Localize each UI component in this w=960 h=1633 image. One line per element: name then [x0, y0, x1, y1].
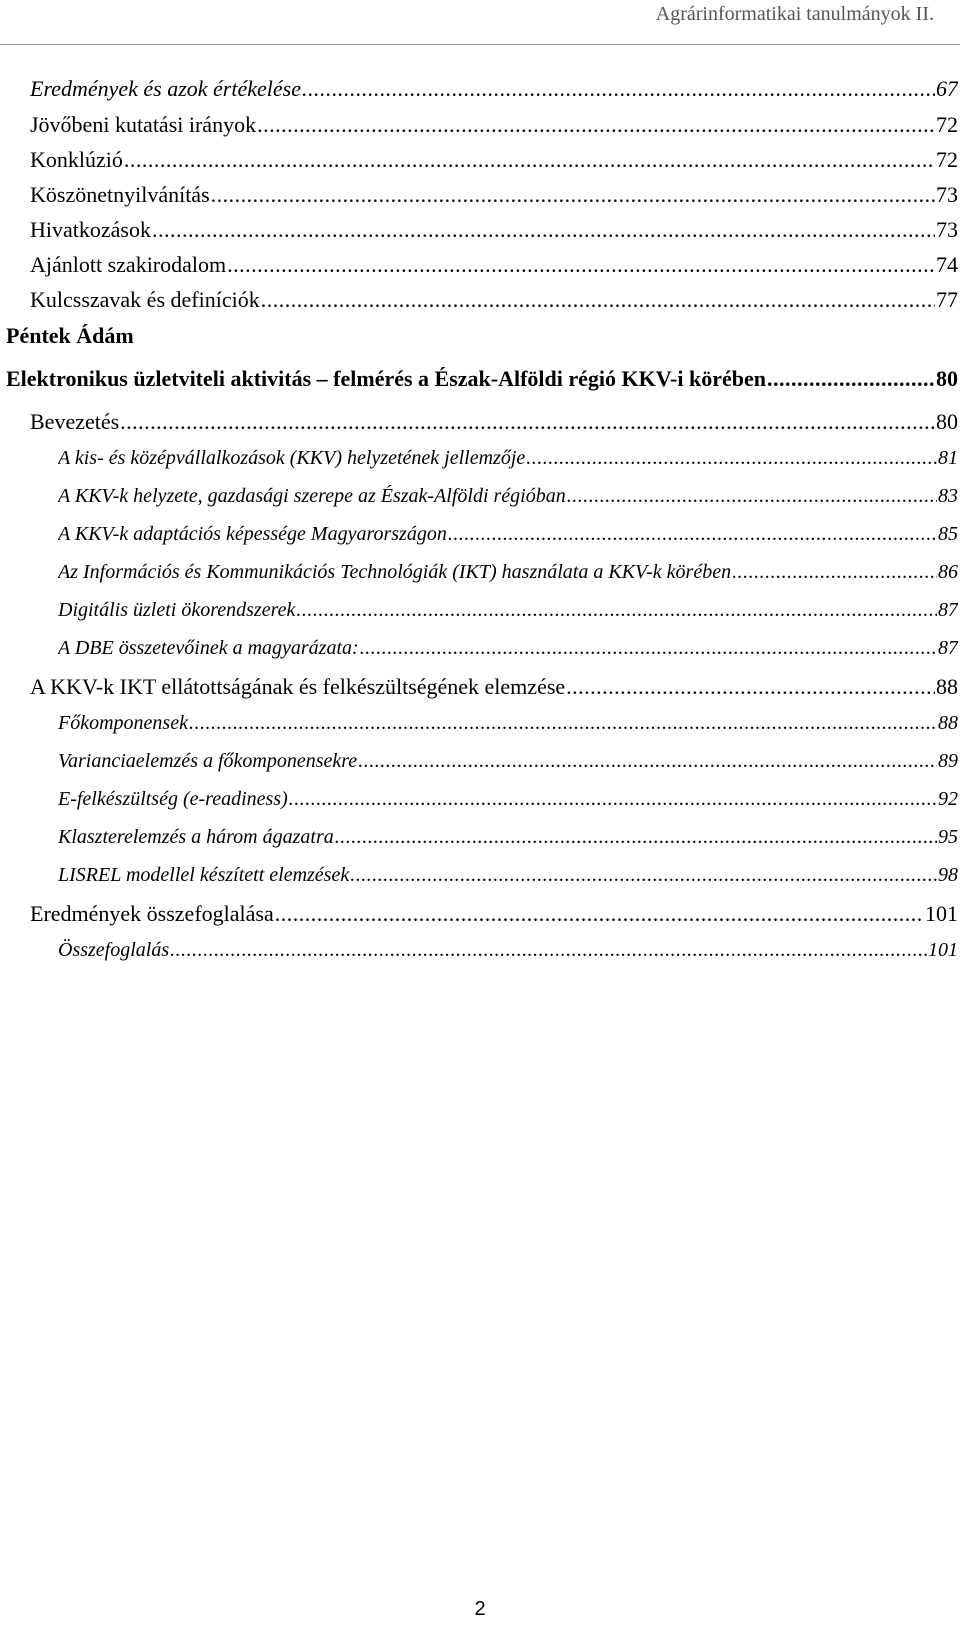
toc-entry-label: Eredmények összefoglalása	[30, 901, 274, 926]
page-number: 2	[474, 1598, 486, 1620]
toc-entry-page: 98	[938, 864, 958, 886]
toc-entry-label: Jövőbeni kutatási irányok	[30, 112, 257, 137]
toc-entry-page: 80	[936, 366, 958, 391]
toc-entry-page: 81	[938, 447, 958, 469]
toc-entry-jovobeni-kutatasi-iranyok[interactable]	[30, 112, 958, 138]
toc-entry-page: 101	[928, 939, 958, 961]
toc-entry-label: Elektronikus üzletviteli aktivitás – felmérés a Észak-Alföldi régió KKV-i körében	[6, 366, 766, 391]
toc-entry-label: E-felkészültség (e-readiness)	[58, 788, 288, 810]
dot-leader	[124, 147, 935, 173]
toc-entry-elektronikus-uzletviteli-aktivitas[interactable]	[6, 366, 958, 392]
running-title: Agrárinformatikai tanulmányok II.	[655, 3, 934, 25]
dot-leader	[732, 561, 937, 584]
toc-entry-osszefoglalas[interactable]	[58, 939, 958, 962]
toc-entry-page: 67	[936, 76, 958, 101]
toc-entry-label: Ajánlott szakirodalom	[30, 252, 227, 277]
dot-leader	[211, 182, 935, 208]
toc-entry-label: Az Információs és Kommunikációs Technológiák (IKT) használata a KKV-k körében	[58, 561, 732, 583]
toc-entry-label: A KKV-k helyzete, gazdasági szerepe az Észak-Alföldi régióban	[58, 485, 566, 507]
toc-entry-label: A KKV-k adaptációs képessége Magyarországon	[58, 523, 447, 545]
toc-entry-label: Köszönetnyilvánítás	[30, 182, 210, 207]
toc-entry-bevezetes[interactable]	[30, 409, 958, 435]
toc-entry-label: Bevezetés	[30, 409, 120, 434]
toc-entry-dbe-osszetevoi[interactable]	[58, 637, 958, 660]
toc-entry-page: 73	[936, 217, 958, 242]
dot-leader	[526, 447, 937, 470]
toc-entry-page: 87	[938, 637, 958, 659]
toc-entry-ikt-ellatottsag-elemzese[interactable]	[30, 674, 958, 700]
dot-leader	[152, 217, 935, 243]
toc-entry-page: 95	[938, 826, 958, 848]
dot-leader	[296, 599, 937, 622]
toc-entry-page: 73	[936, 182, 958, 207]
toc-entry-page: 88	[938, 712, 958, 734]
toc-entry-label: Péntek Ádám	[6, 323, 134, 348]
toc-entry-label: A KKV-k IKT ellátottságának és felkészültségének elemzése	[30, 674, 566, 699]
toc-entry-page: 77	[936, 287, 958, 312]
toc-entry-page: 86	[938, 561, 958, 583]
toc-entry-label: Klaszterelemzés a három ágazatra	[58, 826, 334, 848]
toc-entry-konkluzio[interactable]	[30, 147, 958, 173]
toc-entry-kkv-gazdasagi-szerepe[interactable]	[58, 485, 958, 508]
dot-leader	[350, 864, 937, 887]
toc-entry-label: Összefoglalás	[58, 939, 170, 961]
toc-entry-label: Varianciaelemzés a főkomponensekre	[58, 750, 358, 772]
toc-entry-label: Konklúzió	[30, 147, 123, 172]
toc-entry-fokomponensek[interactable]	[58, 712, 958, 735]
toc-entry-label: LISREL modellel készített elemzések	[58, 864, 350, 886]
toc-entry-page: 74	[936, 252, 958, 277]
toc-entry-page: 83	[938, 485, 958, 507]
toc-entry-varianciaelemzes[interactable]	[58, 750, 958, 773]
toc-entry-page: 72	[936, 112, 958, 137]
toc-entry-eredmenyek-osszefoglalasa[interactable]	[30, 901, 958, 927]
dot-leader	[289, 788, 937, 811]
toc-entry-label: Hivatkozások	[30, 217, 151, 242]
dot-leader	[227, 252, 935, 278]
dot-leader	[170, 939, 927, 962]
dot-leader	[120, 409, 935, 435]
toc-entry-eredmenyek-es-azok-ertekelese[interactable]	[30, 76, 958, 102]
toc-entry-label: A kis- és középvállalkozások (KKV) helyzetének jellemzője	[58, 447, 526, 469]
dot-leader	[302, 76, 935, 102]
toc-entry-page: 87	[938, 599, 958, 621]
dot-leader	[767, 366, 935, 392]
dot-leader	[189, 712, 937, 735]
toc-entry-kkv-adaptacios-kepessege[interactable]	[58, 523, 958, 546]
toc-entry-lisrel-modell[interactable]	[58, 864, 958, 887]
toc-entry-koszonetnyilvanitas[interactable]	[30, 182, 958, 208]
toc-entry-page: 101	[925, 901, 958, 926]
toc-entry-label: A DBE összetevőinek a magyarázata:	[58, 637, 359, 659]
toc-entry-label: Főkomponensek	[58, 712, 188, 734]
toc-entry-page: 89	[938, 750, 958, 772]
toc-entry-label: Kulcsszavak és definíciók	[30, 287, 260, 312]
toc-entry-page: 85	[938, 523, 958, 545]
dot-leader	[448, 523, 937, 546]
toc-entry-ikt-hasznalata[interactable]	[58, 561, 958, 584]
toc-author-pentek-adam[interactable]	[6, 323, 134, 349]
toc-entry-page: 92	[938, 788, 958, 810]
dot-leader	[567, 485, 937, 508]
dot-leader	[360, 637, 937, 660]
toc-entry-klaszterelemzes[interactable]	[58, 826, 958, 849]
toc-entry-page: 72	[936, 147, 958, 172]
dot-leader	[335, 826, 937, 849]
toc-entry-page: 80	[936, 409, 958, 434]
dot-leader	[261, 287, 935, 313]
toc-entry-page: 88	[936, 674, 958, 699]
running-header	[0, 0, 960, 45]
toc-entry-label: Digitális üzleti ökorendszerek	[58, 599, 296, 621]
toc-entry-label: Eredmények és azok értékelése	[30, 76, 301, 101]
dot-leader	[358, 750, 937, 773]
dot-leader	[566, 674, 935, 700]
toc-entry-digitalis-uzleti-okorendszerek[interactable]	[58, 599, 958, 622]
dot-leader	[275, 901, 924, 927]
toc-entry-ajanlott-szakirodalom[interactable]	[30, 252, 958, 278]
toc-entry-kkv-helyzetenek-jellemzoje[interactable]	[58, 447, 958, 470]
toc-entry-kulcsszavak-es-definiciok[interactable]	[30, 287, 958, 313]
toc-entry-e-felkeszultseg[interactable]	[58, 788, 958, 811]
dot-leader	[257, 112, 935, 138]
toc-entry-hivatkozasok[interactable]	[30, 217, 958, 243]
